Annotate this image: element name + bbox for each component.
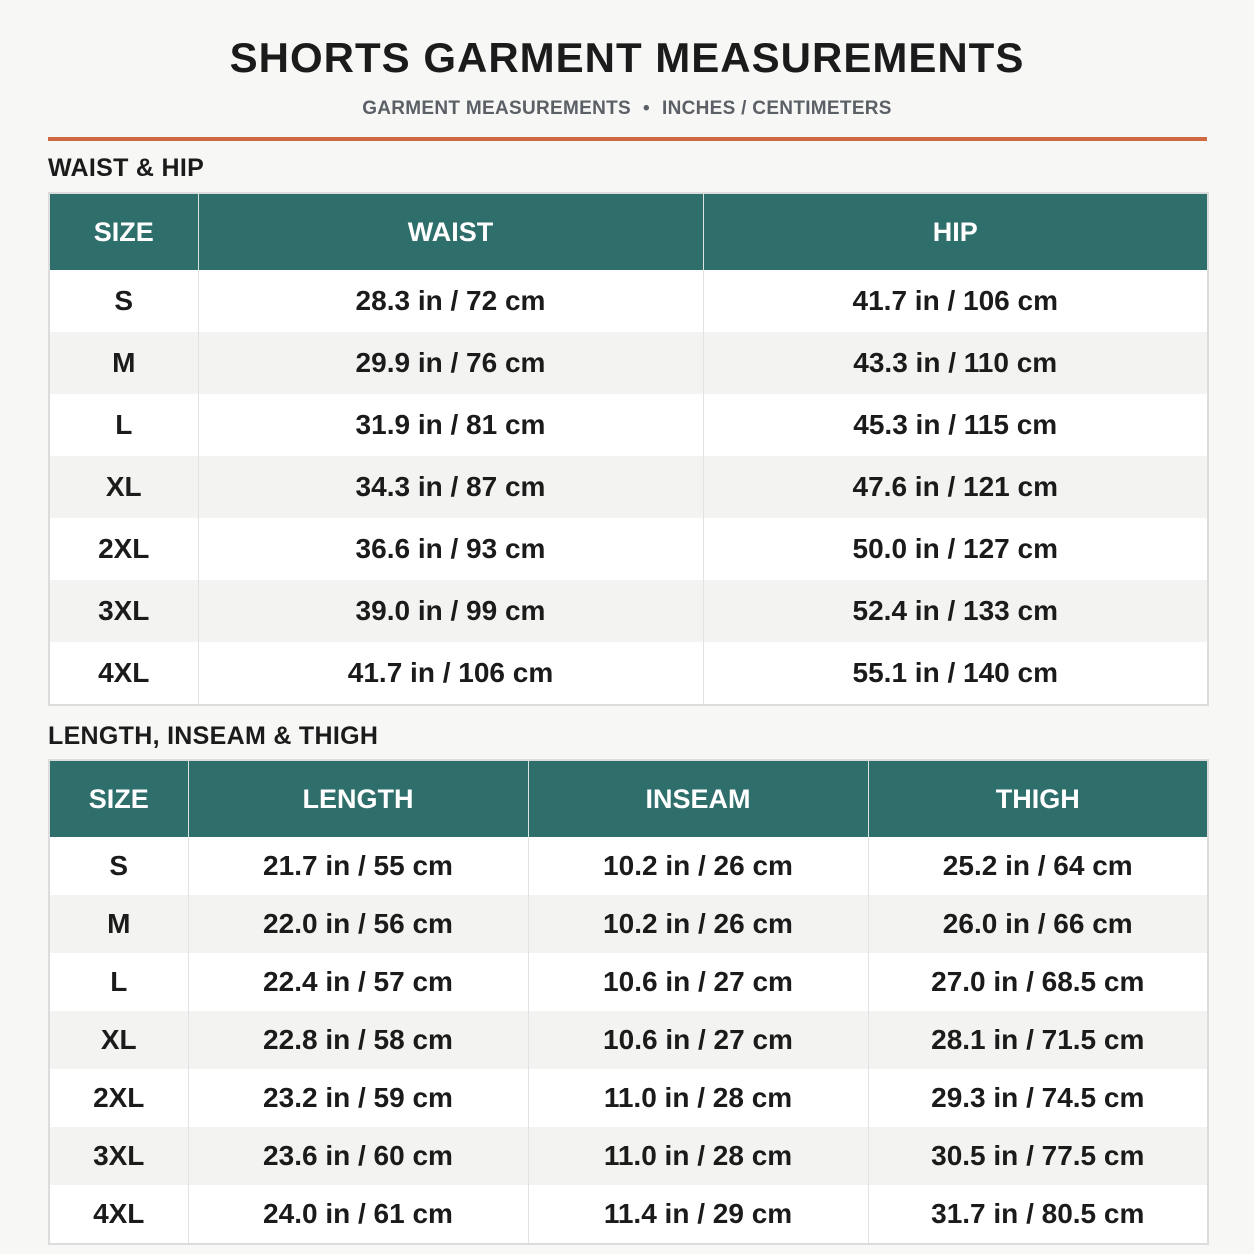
length-cell: 21.7 in / 55 cm — [188, 837, 528, 895]
column-header-thigh: THIGH — [868, 760, 1208, 837]
size-cell: L — [49, 953, 188, 1011]
table-row — [49, 1069, 1208, 1127]
size-cell: M — [49, 332, 198, 394]
accent-divider — [48, 137, 1207, 141]
thigh-cell: 29.3 in / 74.5 cm — [868, 1069, 1208, 1127]
inseam-cell: 11.0 in / 28 cm — [528, 1069, 868, 1127]
column-header-size: SIZE — [49, 760, 188, 837]
table-row — [49, 1011, 1208, 1069]
size-cell: S — [49, 270, 198, 332]
thigh-cell: 26.0 in / 66 cm — [868, 895, 1208, 953]
inseam-cell: 10.6 in / 27 cm — [528, 953, 868, 1011]
waist-cell: 28.3 in / 72 cm — [198, 270, 703, 332]
length-cell: 23.6 in / 60 cm — [188, 1127, 528, 1185]
hip-cell: 55.1 in / 140 cm — [703, 642, 1208, 705]
inseam-cell: 10.2 in / 26 cm — [528, 837, 868, 895]
table-row — [49, 1127, 1208, 1185]
length-cell: 22.4 in / 57 cm — [188, 953, 528, 1011]
size-cell: S — [49, 837, 188, 895]
size-cell: M — [49, 895, 188, 953]
column-header-length: LENGTH — [188, 760, 528, 837]
table-row — [49, 837, 1208, 895]
table-row — [49, 953, 1208, 1011]
column-header-inseam: INSEAM — [528, 760, 868, 837]
table-row — [49, 332, 1208, 394]
hip-cell: 50.0 in / 127 cm — [703, 518, 1208, 580]
thigh-cell: 31.7 in / 80.5 cm — [868, 1185, 1208, 1244]
thigh-cell: 25.2 in / 64 cm — [868, 837, 1208, 895]
size-cell: 2XL — [49, 518, 198, 580]
size-cell: XL — [49, 1011, 188, 1069]
size-cell: L — [49, 394, 198, 456]
size-cell: 3XL — [49, 580, 198, 642]
thigh-cell: 27.0 in / 68.5 cm — [868, 953, 1208, 1011]
table-header-row — [49, 193, 1208, 270]
page-subtitle — [0, 98, 1254, 120]
waist-cell: 34.3 in / 87 cm — [198, 456, 703, 518]
size-cell: 4XL — [49, 1185, 188, 1244]
hip-cell: 52.4 in / 133 cm — [703, 580, 1208, 642]
inseam-cell: 11.0 in / 28 cm — [528, 1127, 868, 1185]
size-cell: 4XL — [49, 642, 198, 705]
hip-cell: 41.7 in / 106 cm — [703, 270, 1208, 332]
section-title-length-inseam-thigh: LENGTH, INSEAM & THIGH — [48, 722, 379, 750]
waist-cell: 41.7 in / 106 cm — [198, 642, 703, 705]
column-header-waist: WAIST — [198, 193, 703, 270]
inseam-cell: 11.4 in / 29 cm — [528, 1185, 868, 1244]
length-cell: 22.0 in / 56 cm — [188, 895, 528, 953]
section-title-waist-hip: WAIST & HIP — [48, 154, 205, 182]
size-cell: XL — [49, 456, 198, 518]
waist-hip-table — [48, 192, 1209, 706]
waist-cell: 31.9 in / 81 cm — [198, 394, 703, 456]
subtitle-separator: • — [643, 98, 650, 119]
table-header-row — [49, 760, 1208, 837]
column-header-size: SIZE — [49, 193, 198, 270]
inseam-cell: 10.6 in / 27 cm — [528, 1011, 868, 1069]
subtitle-measurements: GARMENT MEASUREMENTS — [362, 98, 632, 119]
table-row — [49, 1185, 1208, 1244]
waist-cell: 36.6 in / 93 cm — [198, 518, 703, 580]
hip-cell: 43.3 in / 110 cm — [703, 332, 1208, 394]
size-cell: 2XL — [49, 1069, 188, 1127]
table-row — [49, 394, 1208, 456]
length-cell: 24.0 in / 61 cm — [188, 1185, 528, 1244]
waist-cell: 29.9 in / 76 cm — [198, 332, 703, 394]
column-header-hip: HIP — [703, 193, 1208, 270]
inseam-cell: 10.2 in / 26 cm — [528, 895, 868, 953]
hip-cell: 47.6 in / 121 cm — [703, 456, 1208, 518]
table-row — [49, 270, 1208, 332]
size-cell: 3XL — [49, 1127, 188, 1185]
table-row — [49, 580, 1208, 642]
table-row — [49, 642, 1208, 705]
length-cell: 23.2 in / 59 cm — [188, 1069, 528, 1127]
waist-cell: 39.0 in / 99 cm — [198, 580, 703, 642]
thigh-cell: 28.1 in / 71.5 cm — [868, 1011, 1208, 1069]
table-row — [49, 895, 1208, 953]
length-cell: 22.8 in / 58 cm — [188, 1011, 528, 1069]
table-row — [49, 518, 1208, 580]
length-inseam-thigh-table — [48, 759, 1209, 1245]
thigh-cell: 30.5 in / 77.5 cm — [868, 1127, 1208, 1185]
page-title: SHORTS GARMENT MEASUREMENTS — [229, 34, 1025, 81]
subtitle-units: INCHES / CENTIMETERS — [661, 98, 892, 119]
table-row — [49, 456, 1208, 518]
hip-cell: 45.3 in / 115 cm — [703, 394, 1208, 456]
